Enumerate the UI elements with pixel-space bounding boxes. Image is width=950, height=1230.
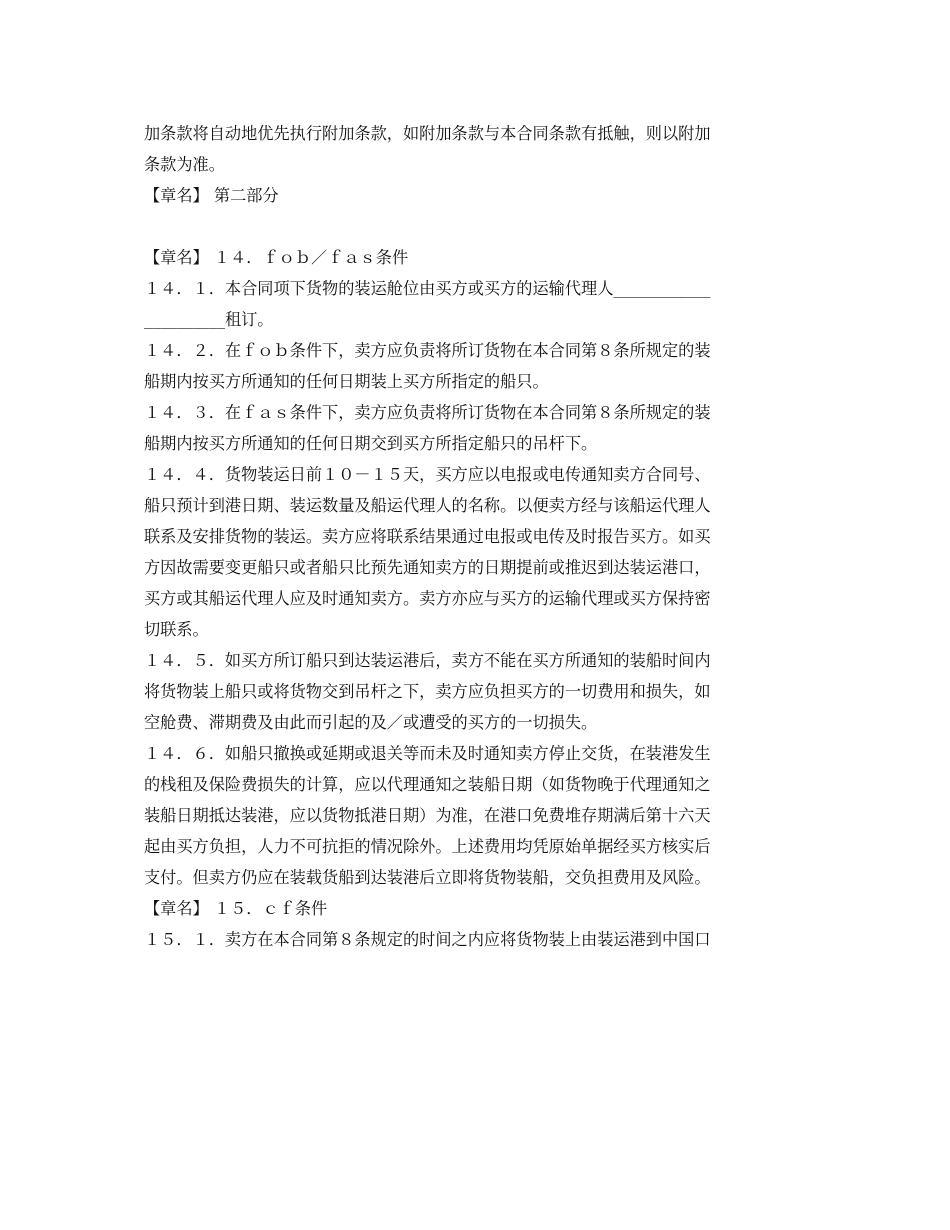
chapter-heading: 【章名】 １５．ｃｆ条件 [144,899,328,918]
text-line: 空舱费、滞期费及由此而引起的及／或遭受的买方的一切损失。 [144,713,598,732]
text-line: __________租订。 [144,310,274,329]
text-line: 起由买方负担，人力不可抗拒的情况除外。上述费用均凭原始单据经买方核实后 [144,837,711,856]
text-line: 切联系。 [144,620,209,639]
text-line: １４．３．在ｆａｓ条件下，卖方应负责将所订货物在本合同第８条所规定的装 [144,403,711,422]
text-line: １４．１．本合同项下货物的装运舱位由买方或买方的运输代理人____________ [144,279,711,298]
text-line: １５．１．卖方在本合同第８条规定的时间之内应将货物装上由装运港到中国口 [144,930,711,949]
text-line: 方因故需要变更船只或者船只比预先通知卖方的日期提前或推迟到达装运港口， [144,558,711,577]
document-body [144,118,804,955]
text-line: 买方或其船运代理人应及时通知卖方。卖方亦应与买方的运输代理或买方保持密 [144,589,711,608]
chapter-heading: 【章名】 １４．ｆｏｂ／ｆａｓ条件 [144,248,409,267]
text-line: 装船日期抵达装港，应以货物抵港日期）为准，在港口免费堆存期满后第十六天 [144,806,711,825]
text-line: １４．４．货物装运日前１０－１５天，买方应以电报或电传通知卖方合同号、 [144,465,711,484]
text-line: 加条款将自动地优先执行附加条款，如附加条款与本合同条款有抵触，则以附加 [144,124,711,143]
text-line: 条款为准。 [144,155,225,174]
blank-line [144,211,804,242]
text-line: １４．５．如买方所订船只到达装运港后，卖方不能在买方所通知的装船时间内 [144,651,711,670]
text-line: 联系及安排货物的装运。卖方应将联系结果通过电报或电传及时报告买方。如买 [144,527,711,546]
text-line: 支付。但卖方仍应在装载货船到达装港后立即将货物装船，交负担费用及风险。 [144,868,711,887]
chapter-heading: 【章名】 第二部分 [144,186,279,205]
text-line: 将货物装上船只或将货物交到吊杆之下，卖方应负担买方的一切费用和损失，如 [144,682,711,701]
text-line: １４．２．在ｆｏｂ条件下，卖方应负责将所订货物在本合同第８条所规定的装 [144,341,711,360]
text-line: 的栈租及保险费损失的计算，应以代理通知之装船日期（如货物晚于代理通知之 [144,775,711,794]
text-line: 船只预计到港日期、装运数量及船运代理人的名称。以便卖方经与该船运代理人 [144,496,711,515]
text-line: 船期内按买方所通知的任何日期装上买方所指定的船只。 [144,372,549,391]
text-line: 船期内按买方所通知的任何日期交到买方所指定船只的吊杆下。 [144,434,598,453]
text-line: １４．６．如船只撤换或延期或退关等而未及时通知卖方停止交货，在装港发生 [144,744,711,763]
